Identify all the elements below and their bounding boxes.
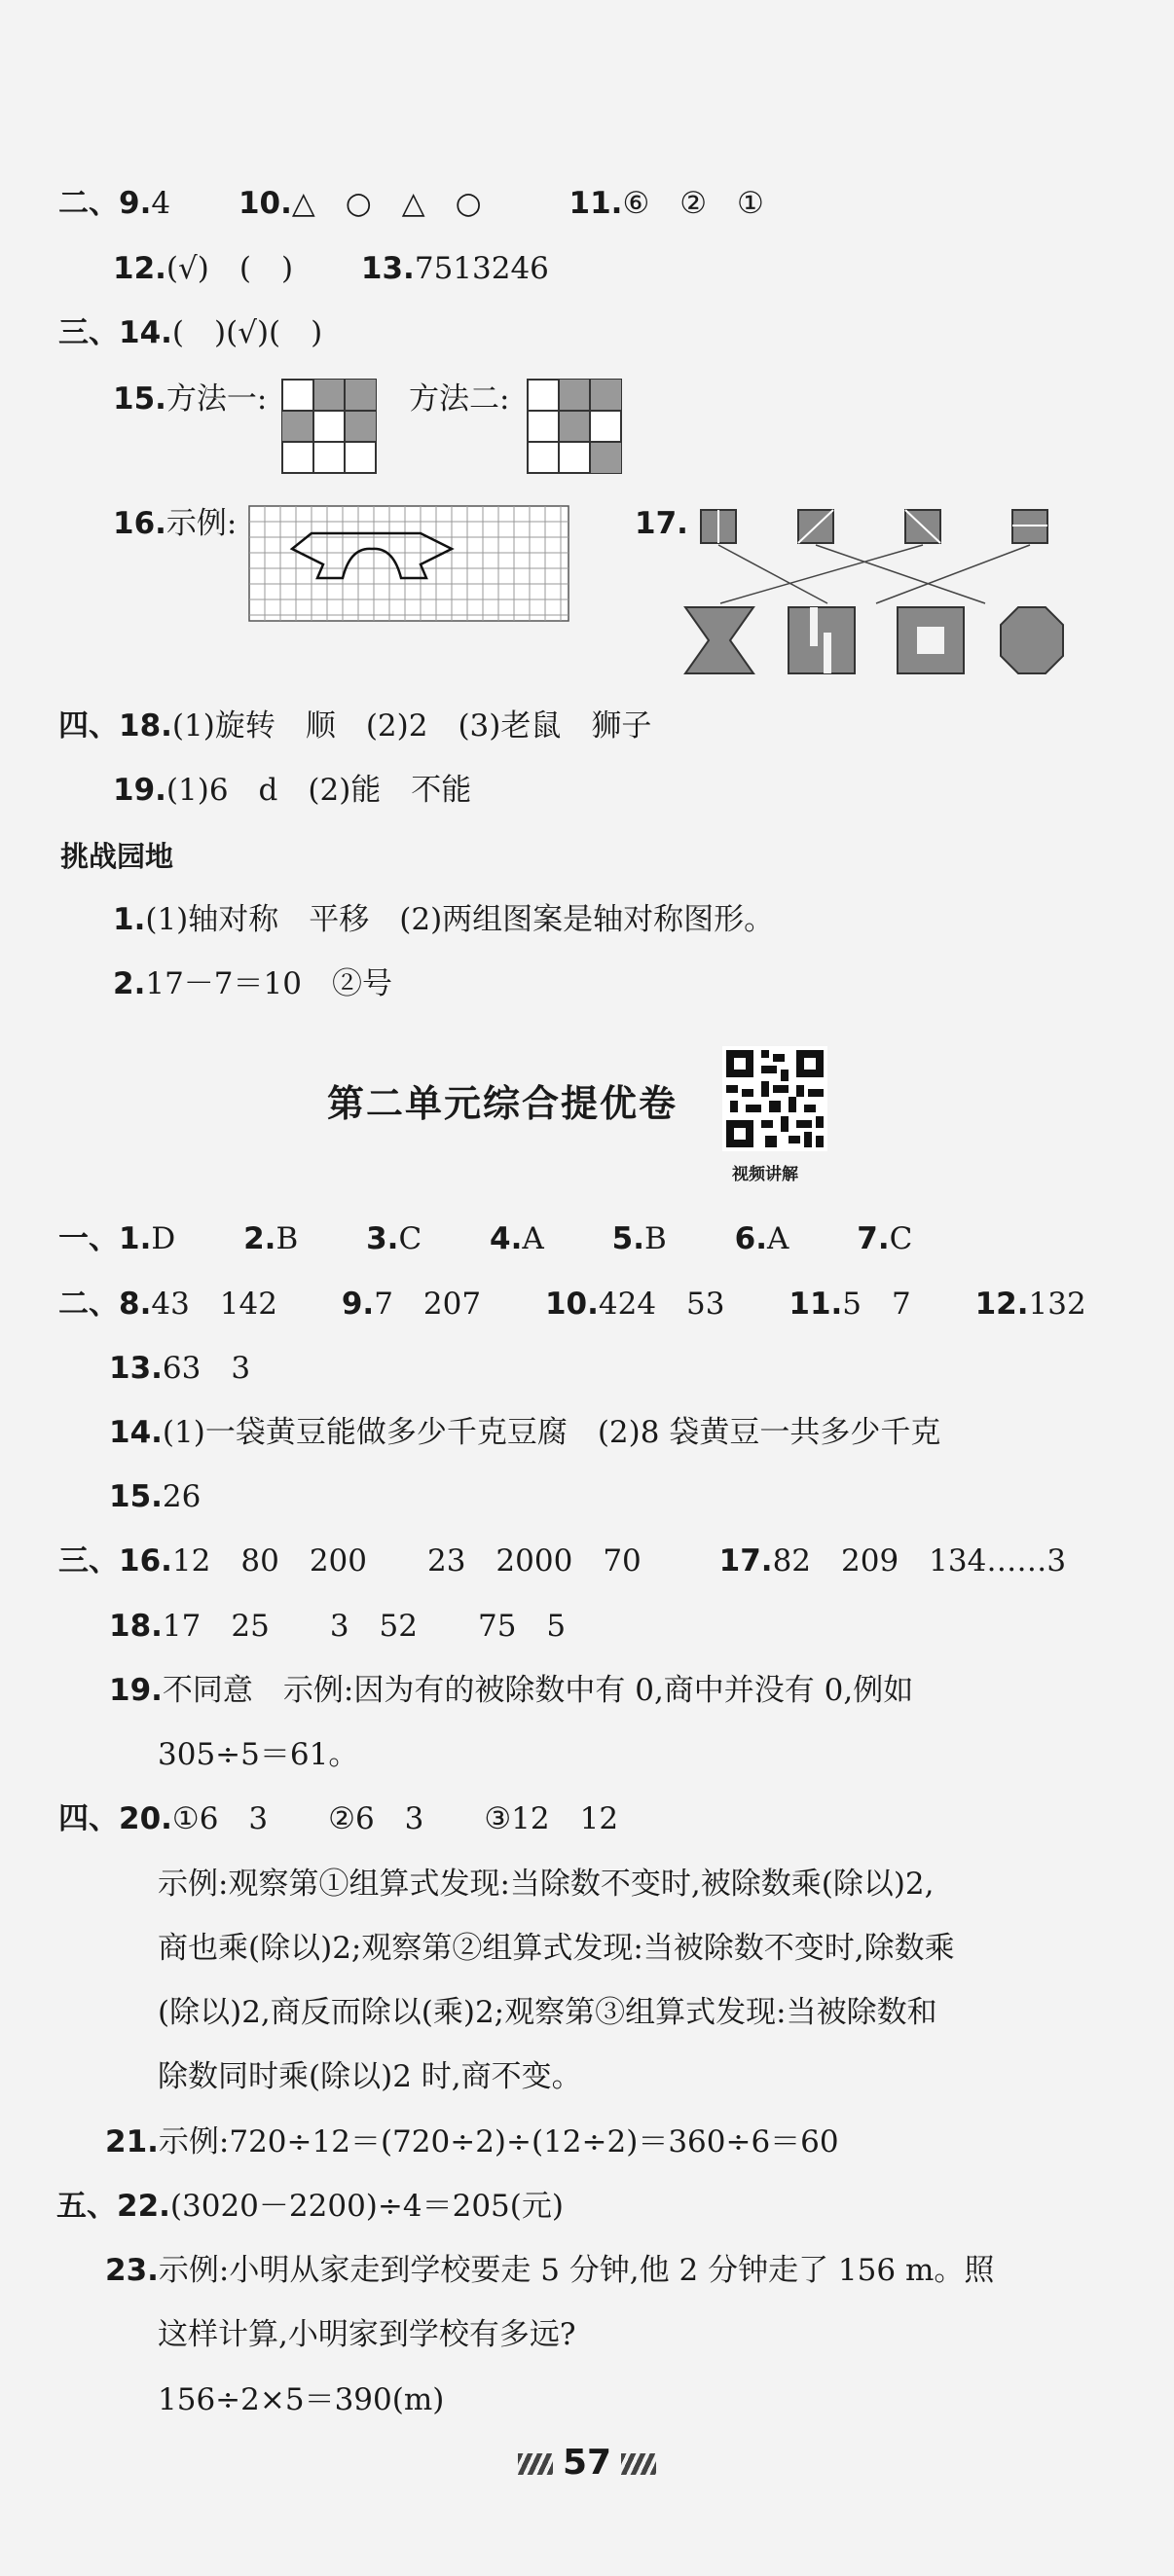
section-title: 第二单元综合提优卷 [327,1082,679,1125]
method-two-label: 方法二: [409,381,510,417]
answer-line-12-13: 12.(√) ( ) 13.7513246 [113,251,549,286]
answer-line-18: 四、18.(1)旋转 顺 (2)2 (3)老鼠 狮子 [58,708,652,744]
answer-row-19-cont: 305÷5＝61。 [158,1737,359,1772]
challenge-answer-1: 1.(1)轴对称 平移 (2)两组图案是轴对称图形。 [113,902,775,937]
answer-line-9-11: 二、9.4 10.△ ○ △ ○ 11.⑥ ② ① [58,186,764,221]
answer-row-23-calc: 156÷2×5＝390(m) [158,2382,445,2417]
answer-line-15: 15.方法一: [113,381,268,417]
qr-code-icon[interactable] [722,1046,827,1151]
stripes-right-icon [621,2453,656,2475]
answer-label-17: 17. [635,506,688,541]
answer-row-23-cont: 这样计算,小明家到学校有多远? [158,2317,576,2352]
grid-method-two [528,380,625,477]
page-number: 57 [0,2443,1174,2483]
answer-row-13: 13.63 3 [109,1351,251,1386]
challenge-header: 挑战园地 [60,840,174,873]
answer-line-14: 三、14.( )(√)( ) [58,315,323,350]
answer-row-14: 14.(1)一袋黄豆能做多少千克豆腐 (2)8 袋黄豆一共多少千克 [109,1415,941,1450]
answer-row-22: 五、22.(3020－2200)÷4＝205(元) [56,2189,564,2224]
answer-line-16: 16.示例: [113,506,238,541]
answer-row-20-text-2: 商也乘(除以)2;观察第②组算式发现:当被除数不变时,除数乘 [158,1931,955,1966]
answer-row-20-text-4: 除数同时乘(除以)2 时,商不变。 [158,2059,582,2094]
answer-row-8-12: 二、8.43 142 9.7 207 10.424 53 11.5 7 12.132 [58,1287,1086,1322]
answer-row-20-text-1: 示例:观察第①组算式发现:当除数不变时,被除数乘(除以)2, [158,1867,935,1902]
answer-row-1-7: 一、1.D 2.B 3.C 4.A 5.B 6.A 7.C [58,1221,913,1256]
answer-row-20-text-3: (除以)2,商反而除以(乘)2;观察第③组算式发现:当被除数和 [158,1995,937,2030]
matching-figure [681,506,1081,681]
answer-row-19: 19.不同意 示例:因为有的被除数中有 0,商中并没有 0,例如 [109,1673,914,1708]
answer-row-23: 23.示例:小明从家走到学校要走 5 分钟,他 2 分钟走了 156 m。照 [105,2253,995,2288]
answer-row-15: 15.26 [109,1479,202,1514]
grid-method-one [282,380,380,477]
answer-row-20: 四、20.①6 3 ②6 3 ③12 12 [58,1801,619,1836]
answer-line-19: 19.(1)6 d (2)能 不能 [113,773,472,808]
stripes-left-icon [518,2453,553,2475]
answer-row-21: 21.示例:720÷12＝(720÷2)÷(12÷2)＝360÷6＝60 [105,2124,839,2159]
dot-grid-figure [249,506,570,623]
answer-row-16-17: 三、16.12 80 200 23 2000 70 17.82 209 134……3 [58,1543,1067,1578]
answer-row-18: 18.17 25 3 52 75 5 [109,1609,567,1644]
qr-caption: 视频讲解 [732,1165,798,1184]
challenge-answer-2: 2.17－7＝10 ②号 [113,966,392,1001]
